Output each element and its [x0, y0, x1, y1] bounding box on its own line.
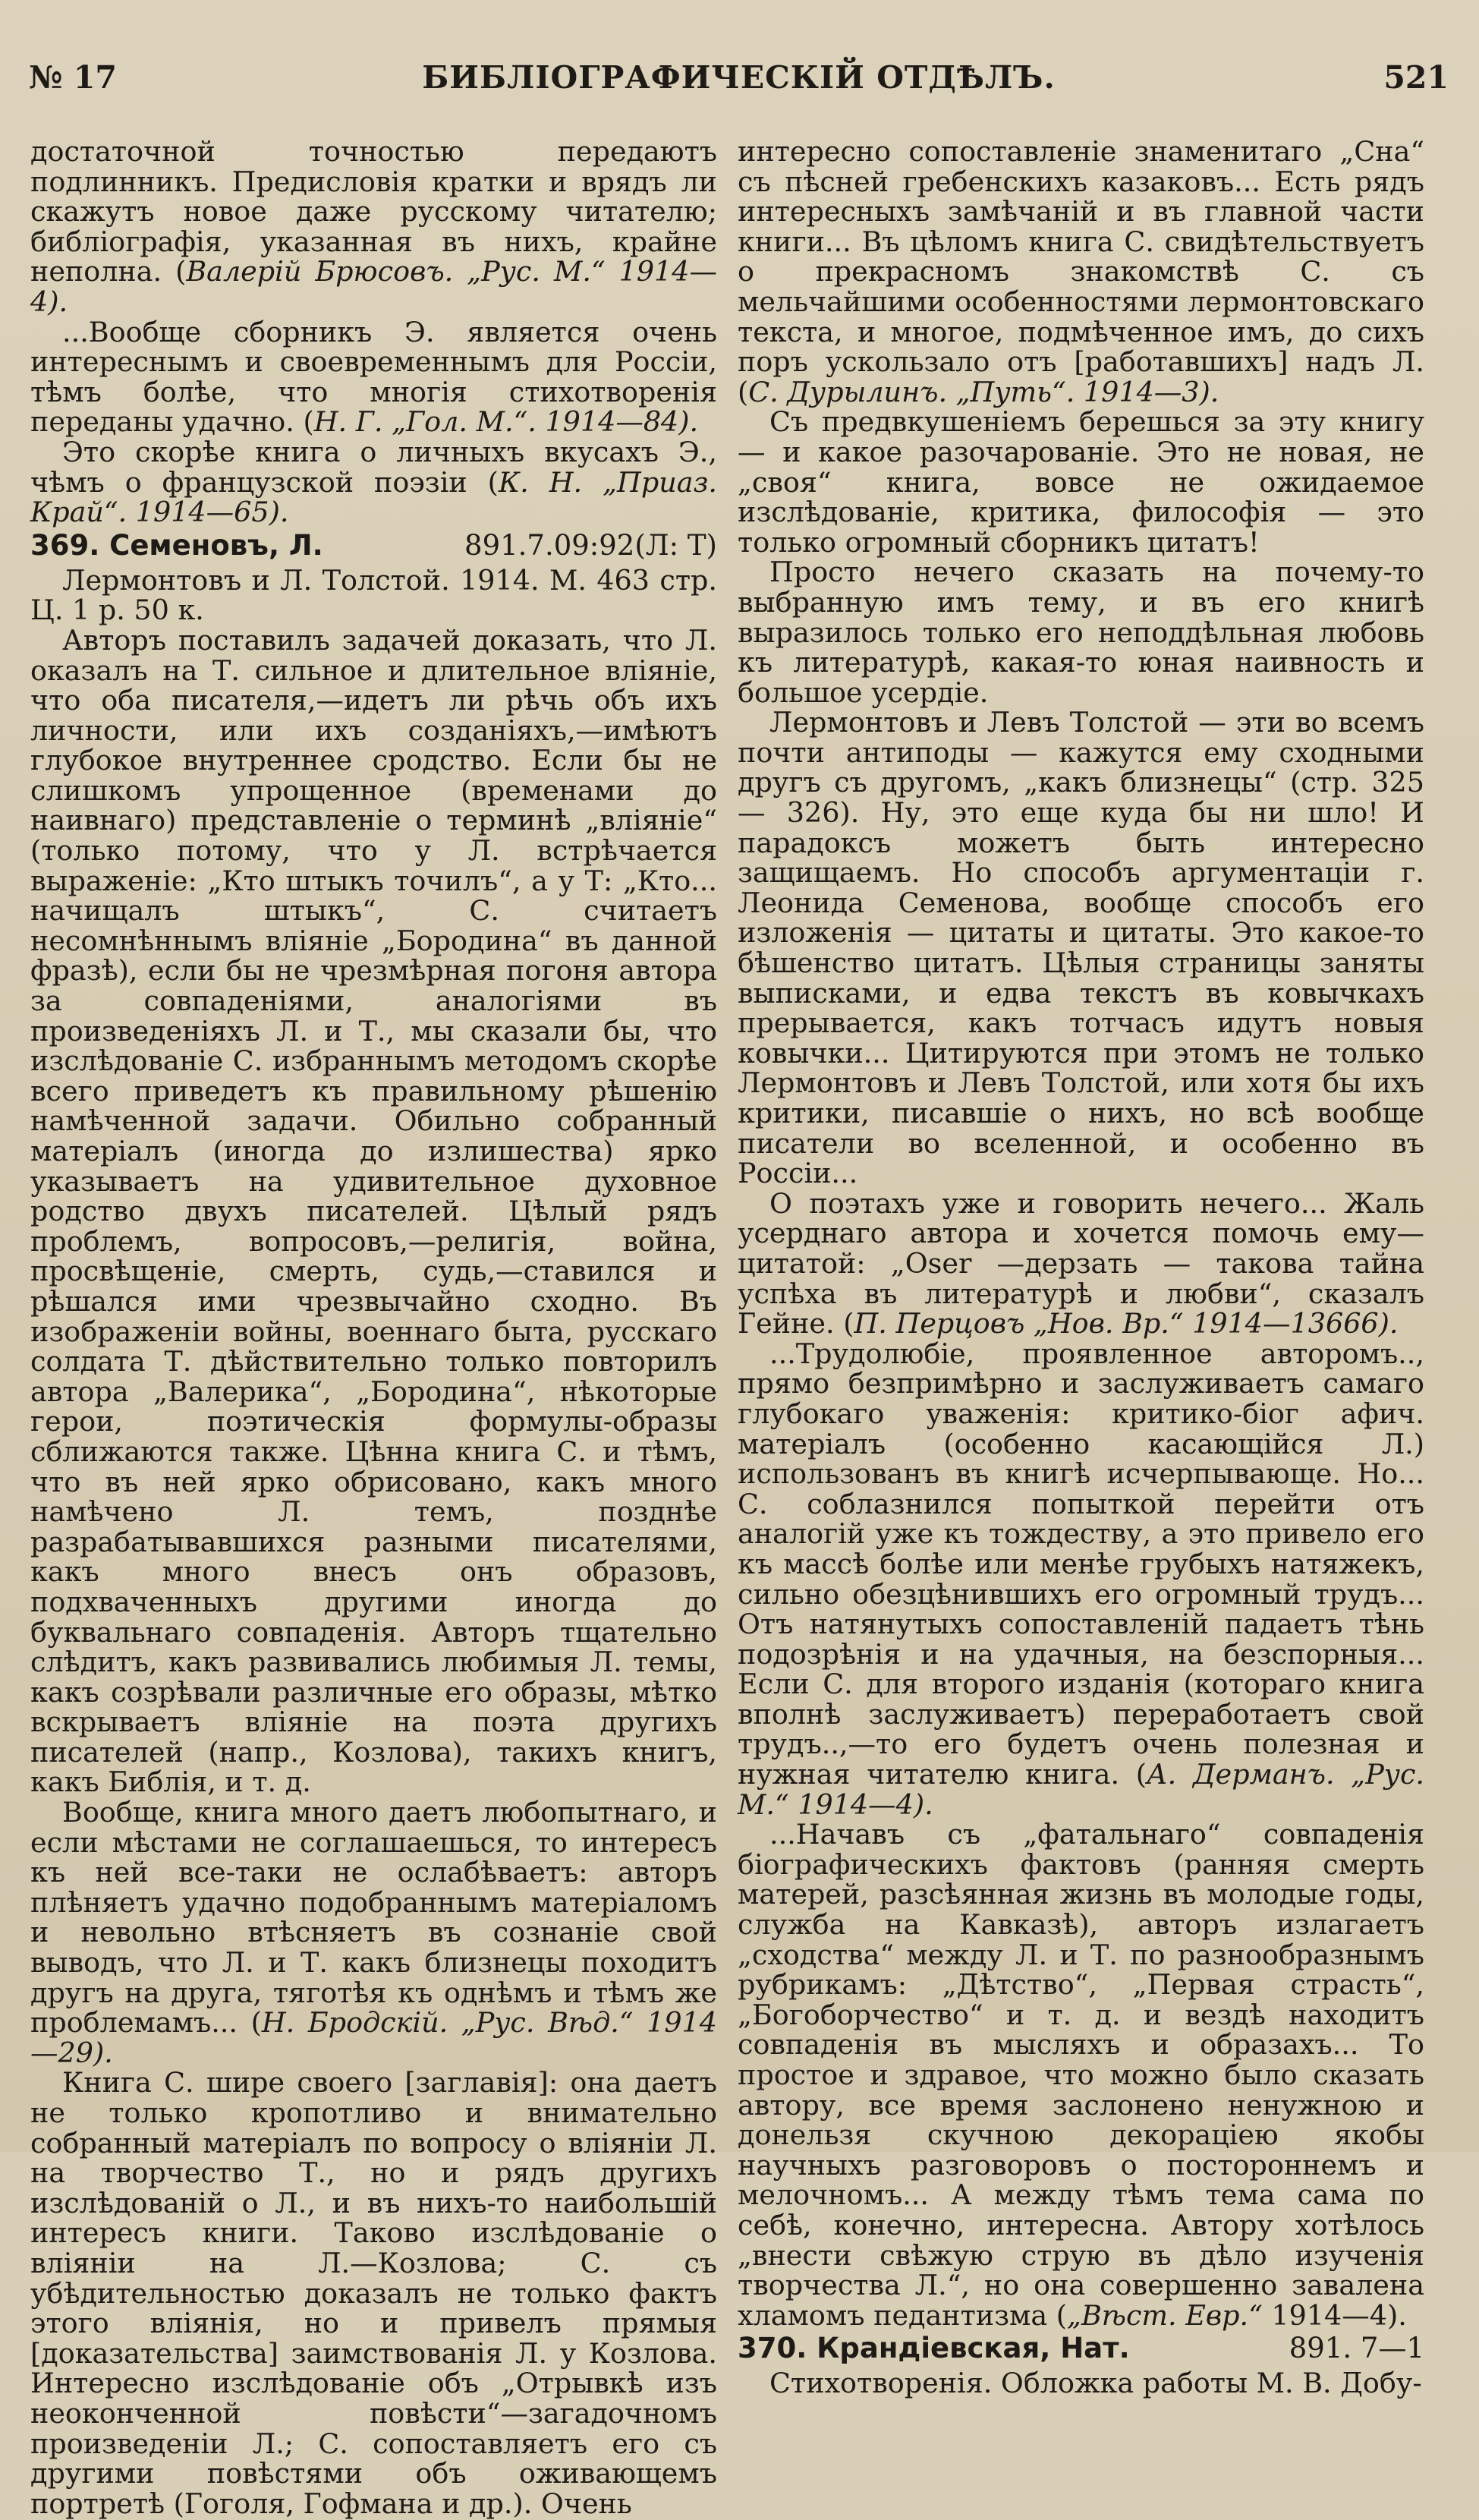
review-citation: „Вѣст. Евр.“: [1067, 2298, 1263, 2332]
issue-number: № 17: [29, 59, 117, 96]
review-citation: Валерій Брюсовъ. „Рус. М.“ 1914—4).: [30, 255, 717, 318]
review-paragraph: Съ предвкушеніемъ берешься за эту книгу — и какое разочарованіе. Это не новая, не „своя“ книга, вовсе не ожидаемое изслѣдованіе, критика, философія — это только огромный сборникъ цитатъ!: [738, 405, 1424, 559]
review-citation: Н. Бродскій. „Рус. Вѣд.“ 1914—29).: [30, 2006, 717, 2069]
review-paragraph: интересно сопоставленіе знаменитаго „Сна“ съ пѣсней гребенскихъ казаковъ... Есть рядъ интересныхъ замѣчаній и въ главной части книги... Въ цѣломъ книга С. свидѣтельствуетъ о прекрасномъ знакомствѣ С. съ мельчайшими особенностями лермонтовскаго текста, и многое, подмѣченное имъ, до сихъ поръ ускользало отъ [работавшихъ] надъ Л. (С. Дурылинъ. „Путь“. 1914—3).: [738, 135, 1424, 408]
entry-370-heading: [738, 2333, 1424, 2367]
review-paragraph: ...Вообще сборникъ Э. является очень интереснымъ и своевременнымъ для Россіи, тѣмъ болѣе, что многія стихотворенія переданы удачно. (Н. Г. „Гол. М.“. 1914—84).: [30, 315, 717, 439]
review-paragraph: Это скорѣе книга о личныхъ вкусахъ Э., чѣмъ о французской поэзіи (К. Н. „Приаз. Край“. 1914—65).: [30, 435, 717, 529]
review-citation: С. Дурылинъ. „Путь“. 1914—3).: [748, 375, 1219, 408]
review-paragraph: ...Трудолюбіе, проявленное авторомъ.., прямо безпримѣрно и заслуживаетъ самаго глубокаго уваженія: критико-біог афич. матеріалъ (особенно касающійся Л.) использованъ въ книгѣ исчерпывающе. Но... С. соблазнился попыткой перейти отъ аналогій уже къ тождеству, а это привело его къ массѣ болѣе или менѣе грубыхъ натяжекъ, сильно обезцѣнившихъ его огромный трудъ... Отъ натянутыхъ сопоставленій падаетъ тѣнь подозрѣнія и на удачныя, на безспорныя... Если С. для второго изданія (котораго книга вполнѣ заслуживаетъ) переработаетъ свой трудъ..,—то его будетъ очень полезная и нужная читателю книга. (А. Дерманъ. „Рус. М.“ 1914—4).: [738, 1337, 1424, 1821]
review-paragraph: Авторъ поставилъ задачей доказать, что Л. оказалъ на Т. сильное и длительное вліяніе, что оба писателя,—идетъ ли рѣчь объ ихъ личности, или ихъ созданіяхъ,—имѣютъ глубокое внутреннее сродство. Если бы не слишкомъ упрощенное (временами до наивнаго) представленіе о терминѣ „вліяніе“ (только потому, что у Л. встрѣчается выраженіе: „Кто штыкъ точилъ“, а у Т: „Кто... начищалъ штыкъ“, С. считаетъ несомнѣннымъ вліяніе „Бородина“ въ данной фразѣ), если бы не чрезмѣрная погоня автора за совпаденіями, аналогіями въ произведеніяхъ Л. и Т., мы сказали бы, что изслѣдованіе С. избраннымъ методомъ скорѣе всего приведетъ къ правильному рѣшенію намѣченной задачи. Обильно собранный матеріалъ (иногда до излишества) ярко указываетъ на удивительное духовное родство двухъ писателей. Цѣлый рядъ проблемъ, вопросовъ,—религія, война, просвѣщеніе, смерть, судь,—ставился и рѣшался ими чрезвычайно сходно. Въ изображеніи войны, военнаго быта, русскаго солдата Т. дѣйствительно только повторилъ автора „Валерика“, „Бородина“, нѣкоторые герои, поэтическія формулы-образы сближаются также. Цѣнна книга С. и тѣмъ, что въ ней ярко обрисовано, какъ много намѣчено Л. темъ, позднѣе разрабатывавшихся разными писателями, какъ много внесъ онъ образовъ, подхваченныхъ другими иногда до буквальнаго совпаденія. Авторъ тщательно слѣдитъ, какъ развивались любимыя Л. темы, какъ созрѣвали различные его образы, мѣтко вскрываетъ вліяніе на поэта другихъ писателей (напр., Козлова), такихъ книгъ, какъ Библія, и т. д.: [30, 623, 717, 1799]
review-paragraph: Лермонтовъ и Левъ Толстой — эти во всемъ почти антиподы — кажутся ему сходными другъ съ другомъ, „какъ близнецы“ (стр. 325 — 326). Ну, это еще куда бы ни шло! И парадоксъ можетъ быть интересно защищаемъ. Но способъ аргументаціи г. Леонида Семенова, вообще способъ его изложенія — цитаты и цитаты. Это какое-то бѣшенство цитатъ. Цѣлыя страницы заняты выписками, и едва текстъ въ ковычкахъ прерывается, какъ тотчасъ идутъ новыя ковычки... Цитируются при этомъ не только Лермонтовъ и Левъ Толстой, или хотя бы ихъ критики, писавшіе о нихъ, но всѣ вообще писатели во вселенной, и особенно въ Россіи...: [738, 706, 1424, 1190]
review-citation: К. Н. „Приаз. Край“. 1914—65).: [30, 465, 717, 529]
review-citation: А. Дерманъ. „Рус. М.“ 1914—4).: [738, 1758, 1424, 1821]
page-number: 521: [1383, 59, 1449, 96]
review-citation: Н. Г. „Гол. М.“. 1914—84).: [313, 405, 699, 439]
review-paragraph: достаточной точностью передаютъ подлинникъ. Предисловія кратки и врядъ ли скажутъ новое даже русскому читателю; библіографія, указанная въ нихъ, крайне неполна. (Валерій Брюсовъ. „Рус. М.“ 1914—4).: [30, 135, 717, 318]
entry-370-classification: 891. 7—1: [1289, 2332, 1424, 2365]
left-column: [30, 135, 717, 2520]
entry-370-book: Стихотворенія. Обложка работы М. В. Добу-: [769, 2367, 1422, 2400]
entry-369-classification: 891.7.09:92(Л: Т): [464, 528, 717, 562]
review-paragraph: Просто нечего сказать на почему-то выбранную имъ тему, и въ его книгѣ выразилось только его неподдѣльная любовь къ литературѣ, какая-то юная наивность и большое усердіе.: [738, 556, 1424, 709]
right-column: [738, 135, 1424, 2400]
review-citation: П. Перцовъ „Нов. Вр.“ 1914—13666).: [854, 1307, 1399, 1340]
page-header: [29, 59, 1449, 109]
entry-370-author: 370. Крандіевская, Нат.: [738, 2332, 1130, 2365]
entry-369-book: Лермонтовъ и Л. Толстой. 1914. М. 463 стр. Ц. 1 р. 50 к.: [30, 563, 717, 627]
entry-369-author: 369. Семеновъ, Л.: [30, 528, 323, 562]
entry-369-heading: [30, 528, 717, 564]
review-paragraph: Книга С. шире своего [заглавія]: она даетъ не только кропотливо и внимательно собранный матеріалъ по вопросу о вліяніи Л. на творчество Т., но и рядъ другихъ изслѣдованій о Л., и въ нихъ-то наибольшій интересъ книги. Таково изслѣдованіе о вліяніи на Л.—Козлова; С. съ убѣдительностью доказалъ не только фактъ этого вліянія, но и привелъ прямыя [доказательства] заимствованія Л. у Козлова. Интересно изслѣдованіе объ „Отрывкѣ изъ неоконченной повѣсти“—загадочномъ произведеніи Л.; С. сопоставляетъ его съ другими повѣстями объ оживающемъ портретѣ (Гоголя, Гофмана и др.). Очень: [30, 2066, 717, 2520]
review-paragraph: Вообще, книга много даетъ любопытнаго, и если мѣстами не соглашаешься, то интересъ къ ней все-таки не ослабѣваетъ: авторъ плѣняетъ удачно подобраннымъ матеріаломъ и невольно втѣсняетъ въ сознаніе свой выводъ, что Л. и Т. какъ близнецы походитъ другъ на друга, тяготѣя къ однѣмъ и тѣмъ же проблемамъ... (Н. Бродскій. „Рус. Вѣд.“ 1914—29).: [30, 1796, 717, 2069]
section-title: БИБЛІОГРАФИЧЕСКІЙ ОТДѢЛЪ.: [422, 59, 1056, 96]
review-paragraph: ...Начавъ съ „фатальнаго“ совпаденія біографическихъ фактовъ (ранняя смерть матерей, разсѣянная жизнь въ молодые годы, служба на Кавказѣ), авторъ излагаетъ „сходства“ между Л. и Т. по разнообразнымъ рубрикамъ: „Дѣтство“, „Первая страсть“, „Богоборчество“ и т. д. и вездѣ находитъ совпаденія въ мысляхъ и образахъ... То простое и здравое, что можно было сказать автору, все время заслонено ненужною и донельзя скучною декораціею якобы научныхъ разговоровъ о постороннемъ и мелочномъ... А между тѣмъ тема сама по себѣ, конечно, интересна. Автору хотѣлось „внести свѣжую струю въ дѣло изученія творчества Л.“, но она совершенно завалена хламомъ педантизма („Вѣст. Евр.“ 1914—4).: [738, 1818, 1424, 2332]
review-paragraph: О поэтахъ уже и говорить нечего... Жаль усерднаго автора и хочется помочь ему—цитатой: „Oser —дерзать — такова тайна успѣха въ литературѣ и любви“, сказалъ Гейне. (П. Перцовъ „Нов. Вр.“ 1914—13666).: [738, 1186, 1424, 1340]
